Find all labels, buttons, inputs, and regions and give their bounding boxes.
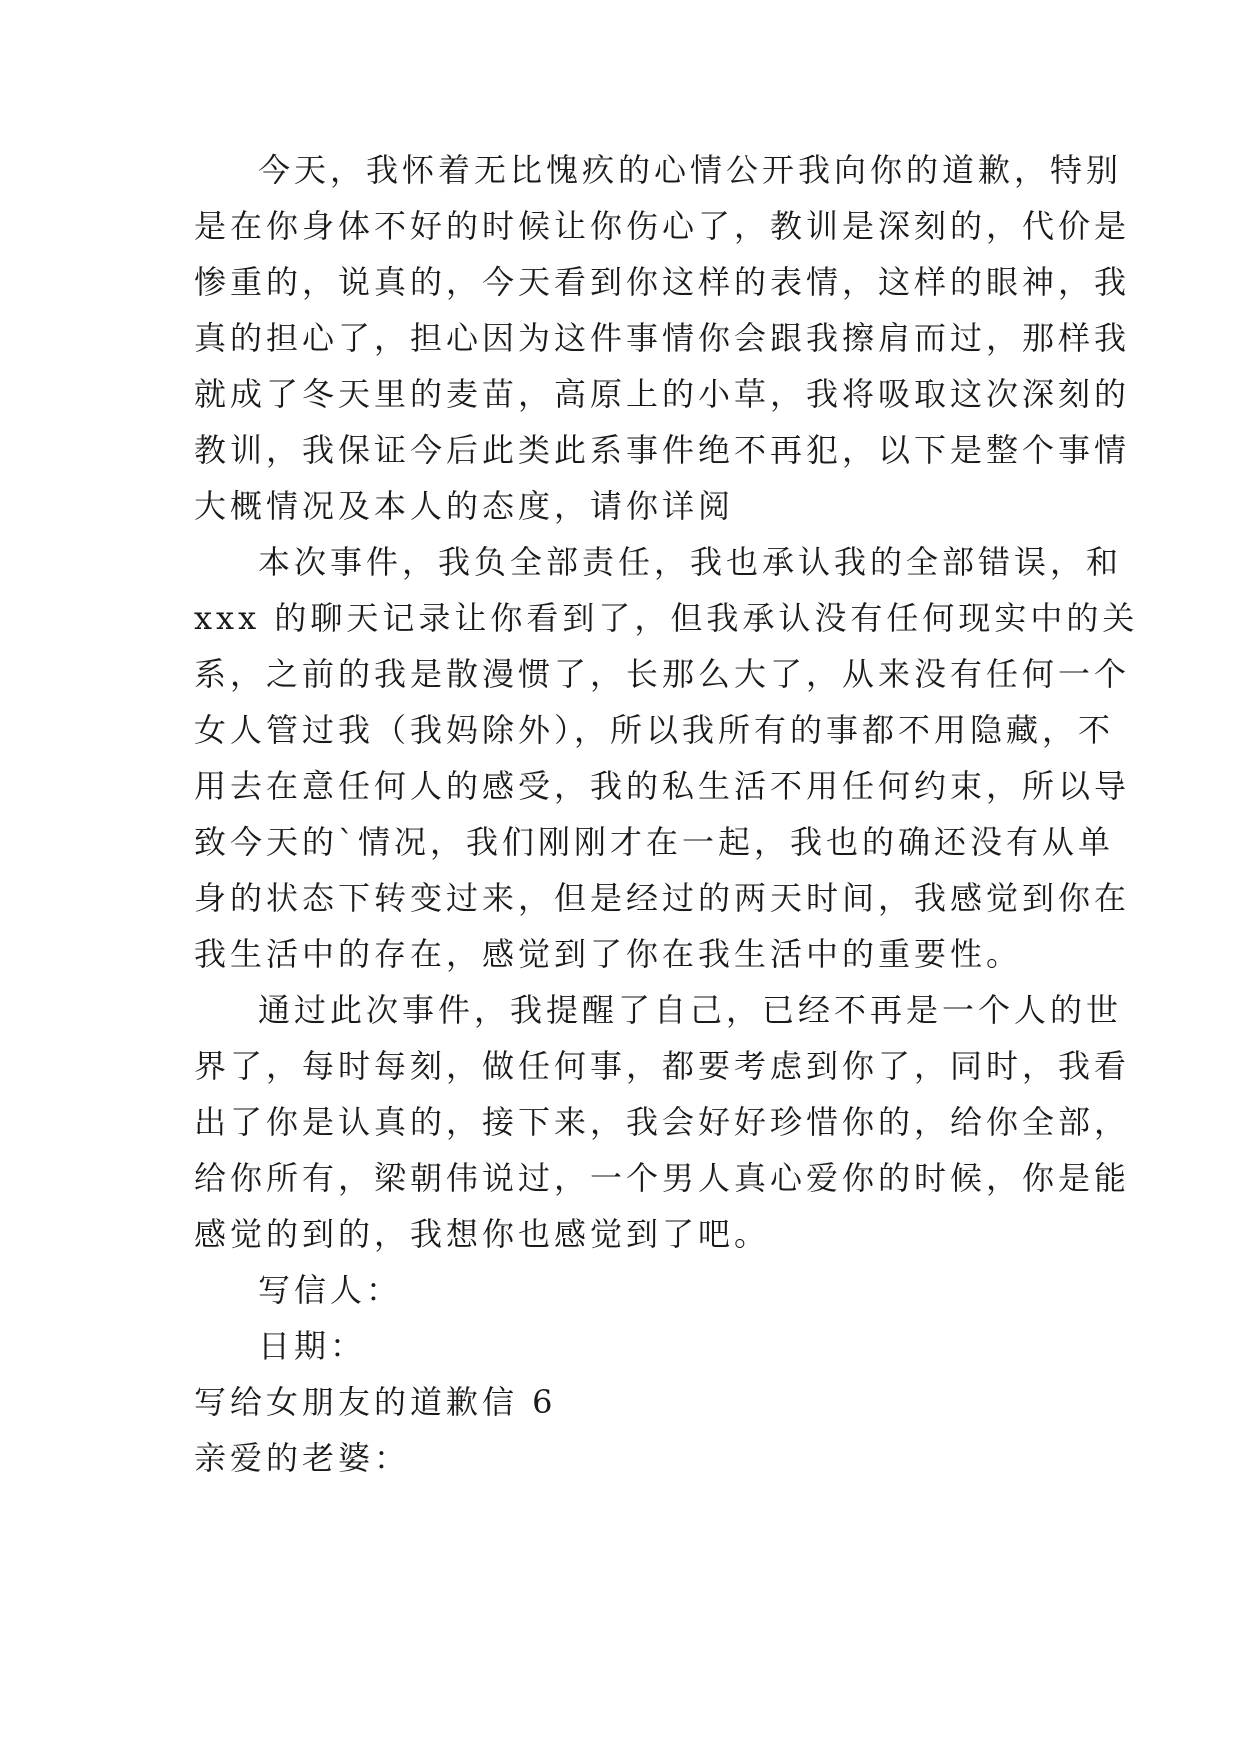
date-label: 日期： xyxy=(258,1327,367,1365)
paragraph-2-line-4: 女人管过我（我妈除外），所以我所有的事都不用隐藏，不 xyxy=(194,711,1115,749)
paragraph-1-line-6: 教训，我保证今后此类此系事件绝不再犯，以下是整个事情 xyxy=(194,431,1131,469)
paragraph-2-line-3: 系，之前的我是散漫惯了，长那么大了，从来没有任何一个 xyxy=(194,655,1131,693)
paragraph-2-line-8: 我生活中的存在，感觉到了你在我生活中的重要性。 xyxy=(194,935,1023,973)
writer-label: 写信人： xyxy=(258,1271,403,1309)
paragraph-1-line-1: 今天，我怀着无比愧疚的心情公开我向你的道歉，特别 xyxy=(258,151,1123,189)
paragraph-2-line-7: 身的状态下转变过来，但是经过的两天时间，我感觉到你在 xyxy=(194,879,1131,917)
next-letter-title: 写给女朋友的道歉信 6 xyxy=(194,1383,557,1421)
paragraph-2-line-1: 本次事件，我负全部责任，我也承认我的全部错误，和 xyxy=(258,543,1123,581)
paragraph-1-line-3: 惨重的，说真的，今天看到你这样的表情，这样的眼神，我 xyxy=(194,263,1131,301)
paragraph-3-line-5: 感觉的到的，我想你也感觉到了吧。 xyxy=(194,1215,771,1253)
paragraph-1-line-5: 就成了冬天里的麦苗，高原上的小草，我将吸取这次深刻的 xyxy=(194,375,1131,413)
salutation: 亲爱的老婆： xyxy=(194,1439,411,1477)
paragraph-3-line-3: 出了你是认真的，接下来，我会好好珍惜你的，给你全部， xyxy=(194,1103,1131,1141)
paragraph-3-line-2: 界了，每时每刻，做任何事，都要考虑到你了，同时，我看 xyxy=(194,1047,1131,1085)
paragraph-2-line-6: 致今天的`情况，我们刚刚才在一起，我也的确还没有从单 xyxy=(194,823,1115,861)
paragraph-1-line-4: 真的担心了，担心因为这件事情你会跟我擦肩而过，那样我 xyxy=(194,319,1131,357)
paragraph-2-line-5: 用去在意任何人的感受，我的私生活不用任何约束，所以导 xyxy=(194,767,1131,805)
paragraph-1-line-2: 是在你身体不好的时候让你伤心了，教训是深刻的，代价是 xyxy=(194,207,1131,245)
paragraph-2-line-2: xxx 的聊天记录让你看到了，但我承认没有任何现实中的关 xyxy=(194,599,1139,637)
paragraph-3-line-1: 通过此次事件，我提醒了自己，已经不再是一个人的世 xyxy=(258,991,1123,1029)
paragraph-1-line-7: 大概情况及本人的态度，请你详阅 xyxy=(194,487,735,525)
paragraph-3-line-4: 给你所有，梁朝伟说过，一个男人真心爱你的时候，你是能 xyxy=(194,1159,1131,1197)
